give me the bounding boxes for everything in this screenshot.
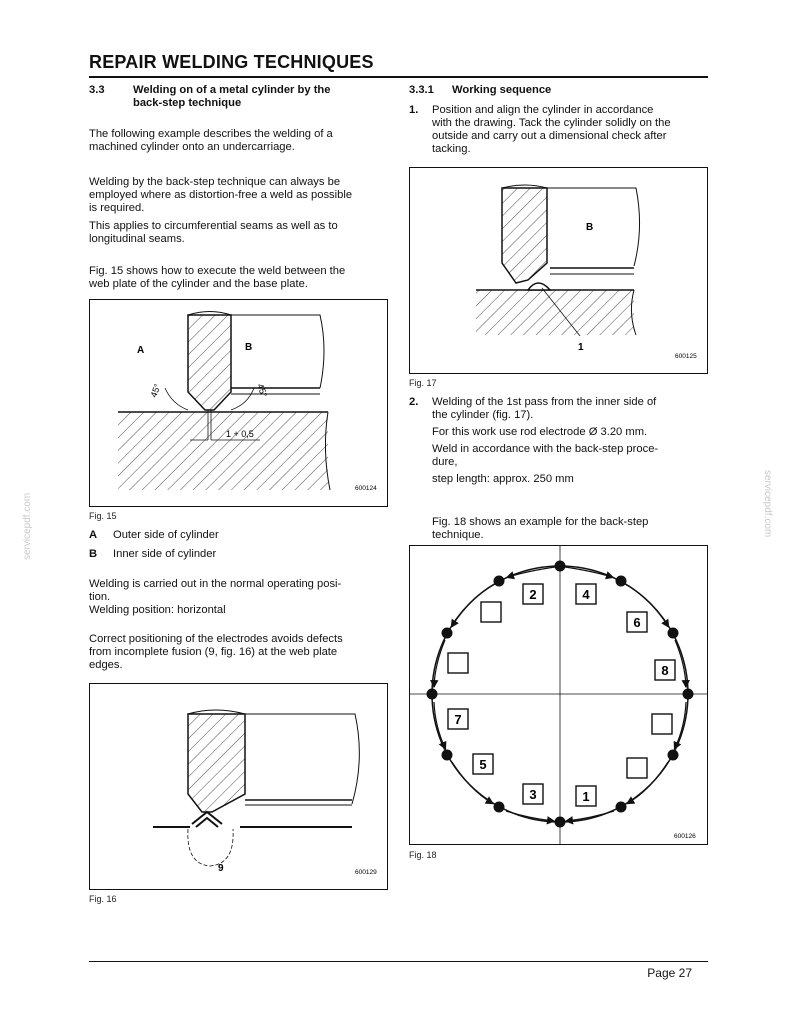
fig18-box-5: 5 — [479, 757, 487, 772]
fig15-label-a: A — [137, 345, 145, 356]
section-title: Welding on of a metal cylinder by the back-step technique — [133, 84, 331, 109]
fig15-drawing — [90, 300, 387, 506]
legend-b-key: B — [89, 548, 98, 560]
figure-18 — [409, 545, 708, 845]
paragraph-backstep: Welding by the back-step technique can always be employed where as distortion-free a weld as possible is required. — [89, 176, 353, 214]
paragraph-fig18: Fig. 18 shows an example for the back-step technique. — [432, 516, 649, 541]
fig18-box-7: 7 — [454, 712, 462, 727]
fig16-label-9: 9 — [218, 863, 224, 874]
fig15-angle-left: 45° — [148, 382, 163, 399]
fig18-code: 600126 — [674, 833, 696, 840]
paragraph-seams: This applies to circumferential seams as well as to longitudinal seams. — [89, 220, 338, 245]
fig18-box-8: 8 — [661, 663, 669, 678]
subsection-title: Working sequence — [452, 84, 552, 96]
fig17-label-b: B — [586, 222, 594, 233]
fig18-caption: Fig. 18 — [409, 850, 437, 860]
step2-number: 2. — [409, 396, 419, 408]
figure-16 — [89, 683, 388, 890]
fig15-caption: Fig. 15 — [89, 511, 117, 521]
fig17-caption: Fig. 17 — [409, 378, 437, 388]
paragraph-intro: The following example describes the welding of a machined cylinder onto an undercarriage. — [89, 128, 333, 153]
paragraph-electrodes: Correct positioning of the electrodes avoids defects from incomplete fusion (9, fig. 16) at the web plate edges. — [89, 633, 343, 671]
fig15-angle-right: 45° — [255, 382, 270, 399]
fig18-box-4: 4 — [582, 587, 590, 602]
footer-rule — [89, 961, 708, 962]
legend-a-key: A — [89, 529, 98, 541]
fig15-label-b: B — [245, 342, 253, 353]
fig15-gap-dimension: 1 + 0,5 — [226, 429, 254, 439]
figure-17 — [409, 167, 708, 374]
fig17-drawing — [410, 168, 707, 373]
fig16-drawing — [90, 684, 387, 889]
section-number: 3.3 — [89, 84, 105, 96]
page-number: Page 27 — [647, 966, 692, 980]
fig18-drawing — [410, 546, 707, 844]
legend-b-text: Inner side of cylinder — [113, 548, 217, 560]
step2-text: Welding of the 1st pass from the inner side of the cylinder (fig. 17). For this work use rod electrode Ø 3.20 mm. Weld in accordance with the back-step proce- dure, step length: approx. 250 mm — [432, 396, 659, 485]
legend-a-text: Outer side of cylinder — [113, 529, 219, 541]
subsection-number: 3.3.1 — [409, 84, 434, 96]
watermark-right: servicepdf.com — [762, 470, 773, 538]
fig18-box-1: 1 — [582, 789, 590, 804]
page-title: REPAIR WELDING TECHNIQUES — [89, 52, 374, 72]
step1-text: Position and align the cylinder in accordance with the drawing. Tack the cylinder solidly on the outside and carry out a dimensional check after tacking. — [432, 104, 671, 155]
fig17-label-1: 1 — [578, 342, 584, 353]
figure-15 — [89, 299, 388, 507]
paragraph-position: Welding is carried out in the normal operating posi- tion. Welding position: horizontal — [89, 578, 342, 616]
paragraph-fig15: Fig. 15 shows how to execute the weld between the web plate of the cylinder and the base plate. — [89, 265, 346, 290]
step1-number: 1. — [409, 104, 419, 116]
fig17-code: 600125 — [675, 353, 697, 360]
watermark-left: servicepdf.com — [22, 492, 33, 560]
fig16-code: 600129 — [355, 869, 377, 876]
header-rule — [89, 76, 708, 78]
fig15-code: 600124 — [355, 485, 377, 492]
fig18-box-3: 3 — [529, 787, 537, 802]
fig18-box-6: 6 — [633, 615, 641, 630]
fig16-caption: Fig. 16 — [89, 894, 117, 904]
fig18-box-2: 2 — [529, 587, 537, 602]
